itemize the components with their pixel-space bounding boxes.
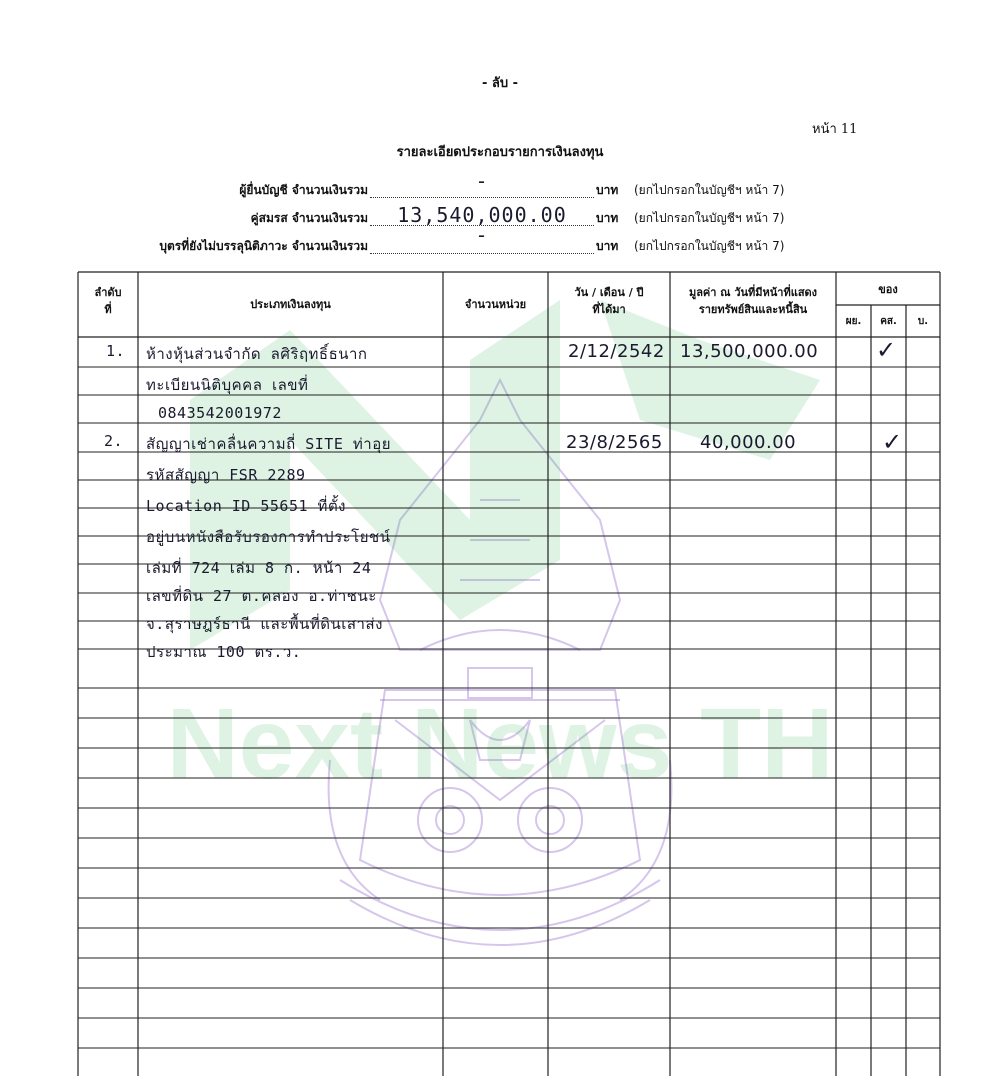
entry-2-date: 23/8/2565	[566, 432, 663, 453]
summary-unit: บาท	[596, 211, 619, 225]
header-seq: ลำดับ ที่	[94, 286, 122, 316]
entry-1-line-2: ทะเบียนนิติบุคคล เลขที่	[146, 376, 309, 394]
entry-2-line-4: อยู่บนหนังสือรับรองการทำประโยชน์	[146, 528, 391, 546]
entry-2-value: 40,000.00	[700, 432, 797, 453]
summary-note: (ยกไปกรอกในบัญชีฯ หน้า 7)	[634, 183, 785, 197]
page-title: รายละเอียดประกอบรายการเงินลงทุน	[396, 145, 604, 160]
header-units: จำนวนหน่วย	[464, 298, 527, 311]
entry-1-line-3: 0843542001972	[158, 404, 282, 422]
summary-value: -	[475, 169, 489, 193]
summary-label: บุตรที่ยังไม่บรรลุนิติภาวะ จำนวนเงินรวม	[159, 239, 368, 253]
page-number: หน้า 11	[812, 122, 858, 137]
header-owner-child: บ.	[917, 316, 929, 327]
entry-2-line-8: ประมาณ 100 ตร.ว.	[146, 643, 302, 661]
entry-2-line-3: Location ID 55651 ที่ตั้ง	[146, 497, 347, 515]
summary-label: คู่สมรส จำนวนเงินรวม	[250, 211, 368, 225]
summary-unit: บาท	[596, 183, 619, 197]
summary-value: -	[475, 223, 489, 247]
entry-1-date: 2/12/2542	[568, 341, 665, 362]
entry-2-line-6: เลขที่ดิน 27 ต.คลอง อ.ท่าชนะ	[146, 587, 377, 605]
entry-2-seq: 2.	[104, 432, 124, 450]
entry-1-line-1: ห้างหุ้นส่วนจำกัด ลศิริฤทธิ์ธนาก	[146, 345, 368, 363]
entry-1-value: 13,500,000.00	[680, 341, 819, 362]
summary-unit: บาท	[596, 239, 619, 253]
entry-1-owner-check: ✓	[876, 336, 897, 364]
header-type: ประเภทเงินลงทุน	[250, 298, 331, 311]
header-date: วัน / เดือน / ปี ที่ได้มา	[574, 286, 644, 316]
entry-2-line-2: รหัสสัญญา FSR 2289	[146, 466, 306, 484]
summary-note: (ยกไปกรอกในบัญชีฯ หน้า 7)	[634, 211, 785, 225]
entry-2-line-7: จ.สุราษฎร์ธานี และพื้นที่ดินเสาส่ง	[146, 615, 383, 633]
header-value: มูลค่า ณ วันที่มีหน้าที่แสดง รายทรัพย์สินและหนี้สิน	[688, 286, 818, 316]
entry-2-line-5: เล่มที่ 724 เล่ม 8 ก. หน้า 24	[146, 559, 372, 577]
header-owner: ของ	[878, 283, 898, 296]
summary-note: (ยกไปกรอกในบัญชีฯ หน้า 7)	[634, 239, 785, 253]
summary-value: 13,540,000.00	[397, 203, 567, 227]
summary-label: ผู้ยื่นบัญชี จำนวนเงินรวม	[239, 183, 368, 197]
watermark-text: Next News TH	[166, 688, 834, 800]
entry-1-seq: 1.	[106, 342, 126, 360]
entry-2-owner-check: ✓	[882, 428, 903, 456]
classification-label: - ลับ -	[481, 76, 519, 91]
entry-2-line-1: สัญญาเช่าคลื่นความถี่ SITE ท่าอุย	[146, 435, 391, 453]
header-owner-filer: ผย.	[845, 316, 862, 327]
header-owner-spouse: คส.	[880, 316, 897, 327]
